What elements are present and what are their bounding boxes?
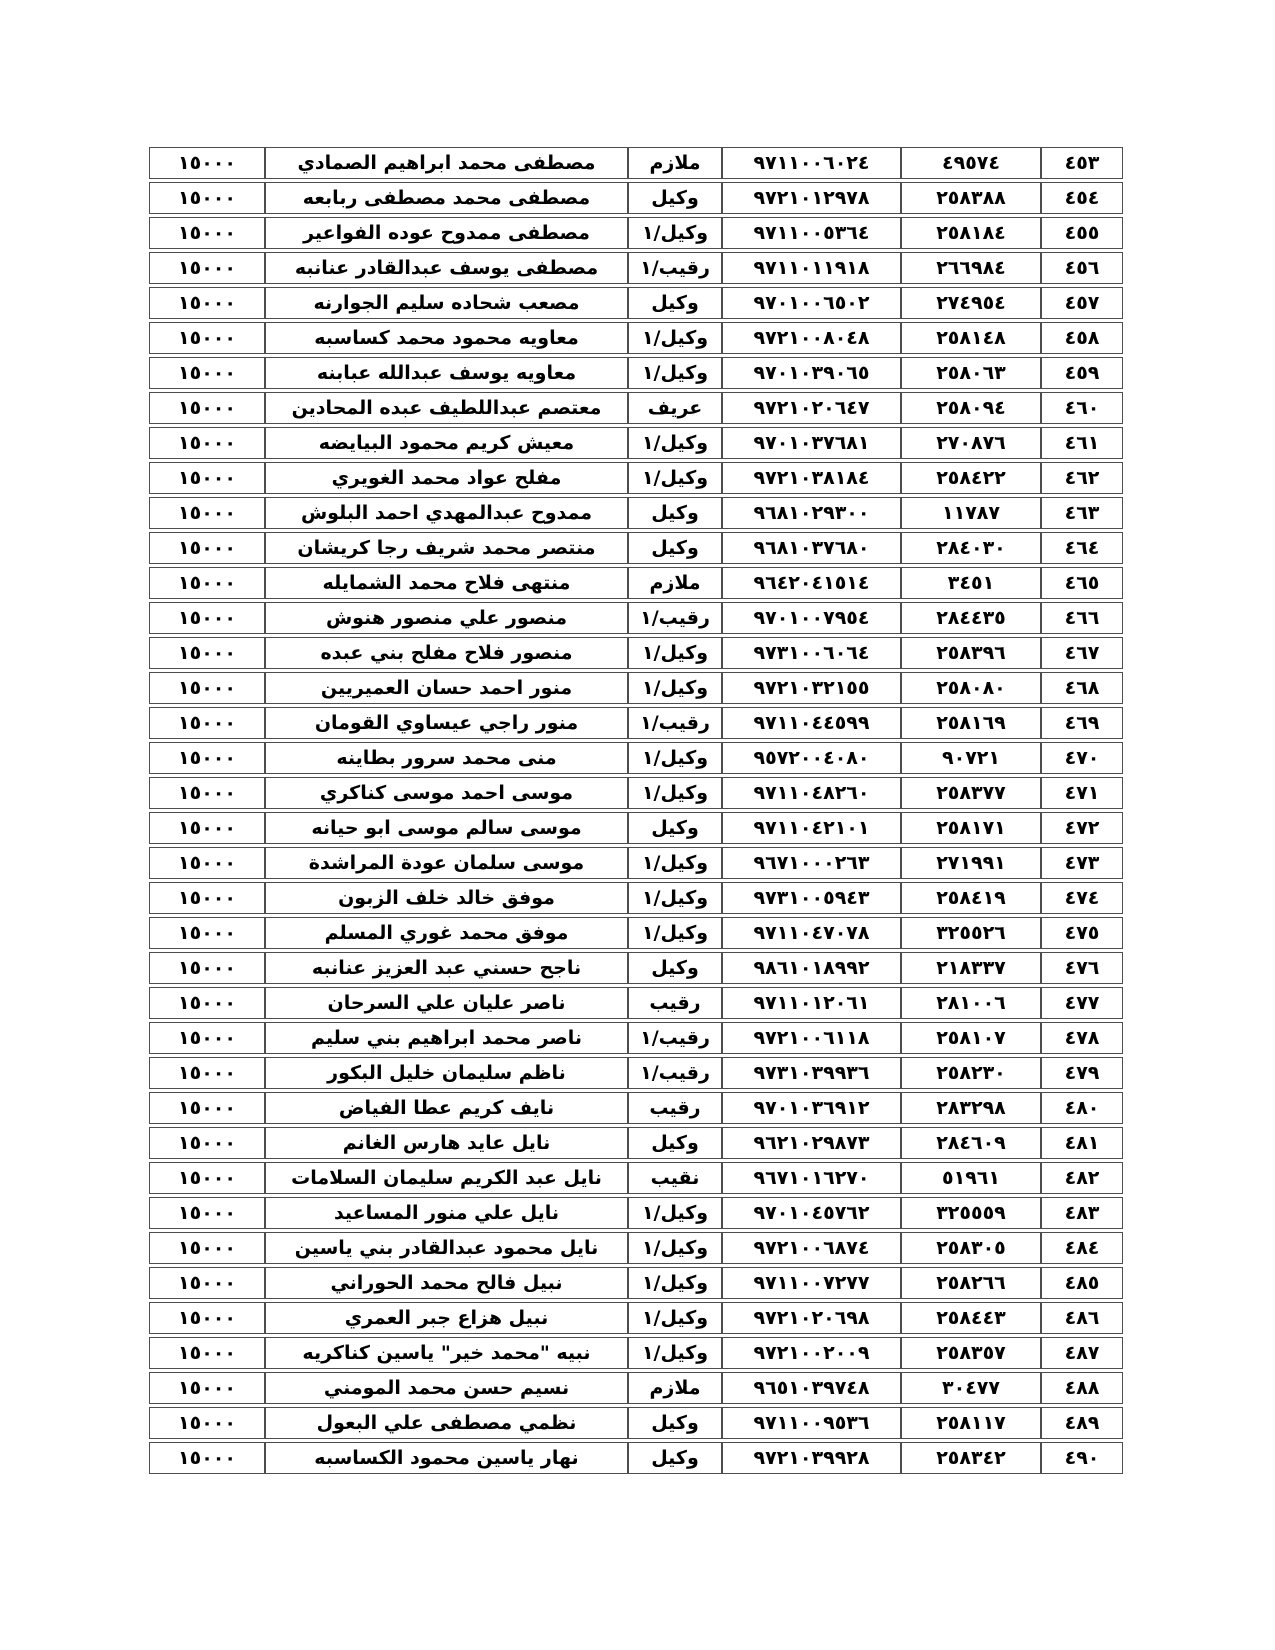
salary-cell: ١٥٠٠٠: [149, 357, 265, 389]
service-number-cell: ٣٢٥٥٢٦: [901, 917, 1041, 949]
service-number-cell: ٢٨٤٠٣٠: [901, 532, 1041, 564]
full-name-cell: معيش كريم محمود البيايضه: [265, 427, 628, 459]
rank-cell: وكيل/١: [628, 672, 722, 704]
salary-cell: ١٥٠٠٠: [149, 427, 265, 459]
table-row: [149, 672, 1123, 704]
national-number-cell: ٩٦٨١٠٢٩٣٠٠: [722, 497, 901, 529]
service-number-cell: ٢٨٣٢٩٨: [901, 1092, 1041, 1124]
salary-cell: ١٥٠٠٠: [149, 1302, 265, 1334]
national-number-cell: ٩٧١١٠٤٨٢٦٠: [722, 777, 901, 809]
rank-cell: وكيل/١: [628, 322, 722, 354]
service-number-cell: ٢٥٨٢٣٠: [901, 1057, 1041, 1089]
salary-cell: ١٥٠٠٠: [149, 917, 265, 949]
rank-cell: وكيل/١: [628, 637, 722, 669]
rank-cell: ملازم: [628, 1372, 722, 1404]
salary-cell: ١٥٠٠٠: [149, 742, 265, 774]
service-number-cell: ٢٧٤٩٥٤: [901, 287, 1041, 319]
table-row: [149, 252, 1123, 284]
serial-number-cell: ٤٨٥: [1041, 1267, 1123, 1299]
full-name-cell: مصعب شحاده سليم الجوارنه: [265, 287, 628, 319]
full-name-cell: ممدوح عبدالمهدي احمد البلوش: [265, 497, 628, 529]
rank-cell: وكيل: [628, 532, 722, 564]
national-number-cell: ٩٧٠١٠٣٦٩١٢: [722, 1092, 901, 1124]
salary-cell: ١٥٠٠٠: [149, 252, 265, 284]
national-number-cell: ٩٧٢١٠٣٢١٥٥: [722, 672, 901, 704]
table-row: [149, 742, 1123, 774]
salary-cell: ١٥٠٠٠: [149, 1127, 265, 1159]
national-number-cell: ٩٧١١٠٤٤٥٩٩: [722, 707, 901, 739]
national-number-cell: ٩٧٢١٠٠٨٠٤٨: [722, 322, 901, 354]
rank-cell: وكيل: [628, 182, 722, 214]
table-row: [149, 1302, 1123, 1334]
full-name-cell: نايف كريم عطا الفياض: [265, 1092, 628, 1124]
service-number-cell: ٢٥٨٣٩٦: [901, 637, 1041, 669]
national-number-cell: ٩٧٠١٠٣٩٠٦٥: [722, 357, 901, 389]
service-number-cell: ٢٨٤٦٠٩: [901, 1127, 1041, 1159]
serial-number-cell: ٤٥٦: [1041, 252, 1123, 284]
table-row: [149, 602, 1123, 634]
service-number-cell: ٩٠٧٢١: [901, 742, 1041, 774]
service-number-cell: ٣٤٥١: [901, 567, 1041, 599]
service-number-cell: ٢٥٨١٨٤: [901, 217, 1041, 249]
full-name-cell: ناظم سليمان خليل البكور: [265, 1057, 628, 1089]
rank-cell: وكيل/١: [628, 462, 722, 494]
full-name-cell: نايل علي منور المساعيد: [265, 1197, 628, 1229]
table-row: [149, 567, 1123, 599]
service-number-cell: ٣٢٥٥٥٩: [901, 1197, 1041, 1229]
salary-cell: ١٥٠٠٠: [149, 602, 265, 634]
rank-cell: وكيل/١: [628, 427, 722, 459]
table-row: [149, 1022, 1123, 1054]
national-number-cell: ٩٧٢١٠٠٦٨٧٤: [722, 1232, 901, 1264]
national-number-cell: ٩٧١١٠٠٦٠٢٤: [722, 147, 901, 179]
serial-number-cell: ٤٧٥: [1041, 917, 1123, 949]
serial-number-cell: ٤٨٢: [1041, 1162, 1123, 1194]
rank-cell: رقيب/١: [628, 252, 722, 284]
table-row: [149, 1057, 1123, 1089]
serial-number-cell: ٤٨٤: [1041, 1232, 1123, 1264]
table-row: [149, 497, 1123, 529]
rank-cell: وكيل: [628, 1442, 722, 1474]
serial-number-cell: ٤٥٨: [1041, 322, 1123, 354]
table-row: [149, 1337, 1123, 1369]
full-name-cell: موسى احمد موسى كناكري: [265, 777, 628, 809]
service-number-cell: ٢٨٤٤٣٥: [901, 602, 1041, 634]
roster-table-container: [155, 144, 1123, 1477]
serial-number-cell: ٤٦٢: [1041, 462, 1123, 494]
national-number-cell: ٩٥٧٢٠٠٤٠٨٠: [722, 742, 901, 774]
table-row: [149, 847, 1123, 879]
full-name-cell: معاويه يوسف عبدالله عبابنه: [265, 357, 628, 389]
rank-cell: رقيب/١: [628, 1022, 722, 1054]
salary-cell: ١٥٠٠٠: [149, 1337, 265, 1369]
table-row: [149, 1127, 1123, 1159]
full-name-cell: مصطفى محمد مصطفى ربابعه: [265, 182, 628, 214]
rank-cell: وكيل: [628, 1127, 722, 1159]
salary-cell: ١٥٠٠٠: [149, 182, 265, 214]
rank-cell: وكيل: [628, 1407, 722, 1439]
serial-number-cell: ٤٧٤: [1041, 882, 1123, 914]
service-number-cell: ٢٧١٩٩١: [901, 847, 1041, 879]
table-row: [149, 217, 1123, 249]
serial-number-cell: ٤٩٠: [1041, 1442, 1123, 1474]
national-number-cell: ٩٧١١٠٤٧٠٧٨: [722, 917, 901, 949]
serial-number-cell: ٤٨٧: [1041, 1337, 1123, 1369]
full-name-cell: نهار ياسين محمود الكساسبه: [265, 1442, 628, 1474]
rank-cell: رقيب/١: [628, 707, 722, 739]
service-number-cell: ٢٥٨٣٤٢: [901, 1442, 1041, 1474]
salary-cell: ١٥٠٠٠: [149, 1162, 265, 1194]
full-name-cell: منصور فلاح مفلح بني عبده: [265, 637, 628, 669]
serial-number-cell: ٤٥٤: [1041, 182, 1123, 214]
salary-cell: ١٥٠٠٠: [149, 952, 265, 984]
service-number-cell: ٢٧٠٨٧٦: [901, 427, 1041, 459]
salary-cell: ١٥٠٠٠: [149, 707, 265, 739]
salary-cell: ١٥٠٠٠: [149, 812, 265, 844]
rank-cell: وكيل: [628, 497, 722, 529]
table-row: [149, 1267, 1123, 1299]
table-row: [149, 427, 1123, 459]
serial-number-cell: ٤٧٦: [1041, 952, 1123, 984]
serial-number-cell: ٤٥٩: [1041, 357, 1123, 389]
rank-cell: وكيل/١: [628, 1267, 722, 1299]
service-number-cell: ٢١٨٣٣٧: [901, 952, 1041, 984]
rank-cell: وكيل: [628, 952, 722, 984]
full-name-cell: مصطفى ممدوح عوده الفواعير: [265, 217, 628, 249]
table-row: [149, 287, 1123, 319]
service-number-cell: ٢٥٨١١٧: [901, 1407, 1041, 1439]
serial-number-cell: ٤٧٠: [1041, 742, 1123, 774]
serial-number-cell: ٤٧٨: [1041, 1022, 1123, 1054]
rank-cell: رقيب/١: [628, 1057, 722, 1089]
table-row: [149, 1232, 1123, 1264]
national-number-cell: ٩٧٢١٠٠٢٠٠٩: [722, 1337, 901, 1369]
full-name-cell: نايل عبد الكريم سليمان السلامات: [265, 1162, 628, 1194]
salary-cell: ١٥٠٠٠: [149, 532, 265, 564]
full-name-cell: ناجح حسني عبد العزيز عنانبه: [265, 952, 628, 984]
salary-cell: ١٥٠٠٠: [149, 322, 265, 354]
personnel-roster-table: [149, 144, 1123, 1477]
full-name-cell: نبيه "محمد خير" ياسين كناكريه: [265, 1337, 628, 1369]
salary-cell: ١٥٠٠٠: [149, 1442, 265, 1474]
salary-cell: ١٥٠٠٠: [149, 847, 265, 879]
serial-number-cell: ٤٦٣: [1041, 497, 1123, 529]
full-name-cell: ناصر عليان علي السرحان: [265, 987, 628, 1019]
national-number-cell: ٩٧٣١٠٠٥٩٤٣: [722, 882, 901, 914]
service-number-cell: ٢٥٨٤٤٣: [901, 1302, 1041, 1334]
full-name-cell: موسى سالم موسى ابو حيانه: [265, 812, 628, 844]
salary-cell: ١٥٠٠٠: [149, 1057, 265, 1089]
table-row: [149, 532, 1123, 564]
rank-cell: وكيل/١: [628, 882, 722, 914]
rank-cell: وكيل/١: [628, 1302, 722, 1334]
national-number-cell: ٩٧١١٠١١٩١٨: [722, 252, 901, 284]
table-row: [149, 812, 1123, 844]
full-name-cell: نايل محمود عبدالقادر بني ياسين: [265, 1232, 628, 1264]
table-row: [149, 1162, 1123, 1194]
national-number-cell: ٩٧١١٠٠٩٥٣٦: [722, 1407, 901, 1439]
rank-cell: وكيل/١: [628, 1232, 722, 1264]
national-number-cell: ٩٧١١٠٤٢١٠١: [722, 812, 901, 844]
full-name-cell: ناصر محمد ابراهيم بني سليم: [265, 1022, 628, 1054]
national-number-cell: ٩٦٧١٠١٦٢٧٠: [722, 1162, 901, 1194]
national-number-cell: ٩٧٣١٠٣٩٩٣٦: [722, 1057, 901, 1089]
national-number-cell: ٩٧١١٠٠٥٣٦٤: [722, 217, 901, 249]
table-row: [149, 637, 1123, 669]
rank-cell: وكيل/١: [628, 777, 722, 809]
serial-number-cell: ٤٨٨: [1041, 1372, 1123, 1404]
salary-cell: ١٥٠٠٠: [149, 637, 265, 669]
table-row: [149, 917, 1123, 949]
national-number-cell: ٩٦٥١٠٣٩٧٤٨: [722, 1372, 901, 1404]
salary-cell: ١٥٠٠٠: [149, 217, 265, 249]
table-row: [149, 1092, 1123, 1124]
full-name-cell: مصطفى محمد ابراهيم الصمادي: [265, 147, 628, 179]
salary-cell: ١٥٠٠٠: [149, 1372, 265, 1404]
full-name-cell: نبيل فالح محمد الحوراني: [265, 1267, 628, 1299]
service-number-cell: ٢٥٨٣٨٨: [901, 182, 1041, 214]
serial-number-cell: ٤٧٢: [1041, 812, 1123, 844]
salary-cell: ١٥٠٠٠: [149, 392, 265, 424]
rank-cell: وكيل/١: [628, 217, 722, 249]
service-number-cell: ١١٧٨٧: [901, 497, 1041, 529]
salary-cell: ١٥٠٠٠: [149, 1022, 265, 1054]
full-name-cell: معاويه محمود محمد كساسبه: [265, 322, 628, 354]
table-row: [149, 462, 1123, 494]
table-row: [149, 1197, 1123, 1229]
service-number-cell: ٢٥٨٠٨٠: [901, 672, 1041, 704]
serial-number-cell: ٤٨١: [1041, 1127, 1123, 1159]
service-number-cell: ٢٦٦٩٨٤: [901, 252, 1041, 284]
full-name-cell: مصطفى يوسف عبدالقادر عنانبه: [265, 252, 628, 284]
serial-number-cell: ٤٨٣: [1041, 1197, 1123, 1229]
national-number-cell: ٩٧٣١٠٠٦٠٦٤: [722, 637, 901, 669]
rank-cell: وكيل: [628, 812, 722, 844]
rank-cell: وكيل: [628, 287, 722, 319]
full-name-cell: منصور علي منصور هنوش: [265, 602, 628, 634]
table-row: [149, 777, 1123, 809]
serial-number-cell: ٤٥٧: [1041, 287, 1123, 319]
service-number-cell: ٢٥٨٢٦٦: [901, 1267, 1041, 1299]
service-number-cell: ٢٨١٠٠٦: [901, 987, 1041, 1019]
serial-number-cell: ٤٨٩: [1041, 1407, 1123, 1439]
service-number-cell: ٢٥٨٣٥٧: [901, 1337, 1041, 1369]
national-number-cell: ٩٧٢١٠٢٠٦٩٨: [722, 1302, 901, 1334]
rank-cell: رقيب: [628, 987, 722, 1019]
full-name-cell: معتصم عبداللطيف عبده المحادين: [265, 392, 628, 424]
service-number-cell: ٢٥٨٤١٩: [901, 882, 1041, 914]
rank-cell: نقيب: [628, 1162, 722, 1194]
serial-number-cell: ٤٦٥: [1041, 567, 1123, 599]
rank-cell: وكيل/١: [628, 357, 722, 389]
salary-cell: ١٥٠٠٠: [149, 1267, 265, 1299]
serial-number-cell: ٤٦٨: [1041, 672, 1123, 704]
national-number-cell: ٩٧٢١٠٠٦١١٨: [722, 1022, 901, 1054]
national-number-cell: ٩٧٠١٠٠٧٩٥٤: [722, 602, 901, 634]
full-name-cell: نايل عايد هارس الغانم: [265, 1127, 628, 1159]
rank-cell: وكيل/١: [628, 1197, 722, 1229]
serial-number-cell: ٤٦٠: [1041, 392, 1123, 424]
table-row: [149, 182, 1123, 214]
service-number-cell: ٢٥٨١٧١: [901, 812, 1041, 844]
serial-number-cell: ٤٨٦: [1041, 1302, 1123, 1334]
full-name-cell: منى محمد سرور بطاينه: [265, 742, 628, 774]
table-row: [149, 882, 1123, 914]
rank-cell: وكيل/١: [628, 742, 722, 774]
full-name-cell: موفق محمد غوري المسلم: [265, 917, 628, 949]
table-row: [149, 322, 1123, 354]
table-row: [149, 952, 1123, 984]
serial-number-cell: ٤٧٧: [1041, 987, 1123, 1019]
rank-cell: عريف: [628, 392, 722, 424]
full-name-cell: نظمي مصطفى علي البعول: [265, 1407, 628, 1439]
table-row: [149, 1372, 1123, 1404]
full-name-cell: منتهى فلاح محمد الشمايله: [265, 567, 628, 599]
service-number-cell: ٢٥٨١٦٩: [901, 707, 1041, 739]
salary-cell: ١٥٠٠٠: [149, 147, 265, 179]
table-row: [149, 392, 1123, 424]
service-number-cell: ٢٥٨٣٧٧: [901, 777, 1041, 809]
salary-cell: ١٥٠٠٠: [149, 567, 265, 599]
national-number-cell: ٩٧٢١٠٢٠٦٤٧: [722, 392, 901, 424]
full-name-cell: موسى سلمان عودة المراشدة: [265, 847, 628, 879]
rank-cell: وكيل/١: [628, 917, 722, 949]
national-number-cell: ٩٧٢١٠٣٨١٨٤: [722, 462, 901, 494]
national-number-cell: ٩٦٨١٠٣٧٦٨٠: [722, 532, 901, 564]
full-name-cell: موفق خالد خلف الزبون: [265, 882, 628, 914]
rank-cell: رقيب/١: [628, 602, 722, 634]
full-name-cell: نسيم حسن محمد المومني: [265, 1372, 628, 1404]
serial-number-cell: ٤٧١: [1041, 777, 1123, 809]
full-name-cell: منور راجي عيساوي القومان: [265, 707, 628, 739]
salary-cell: ١٥٠٠٠: [149, 462, 265, 494]
table-body: [149, 147, 1123, 1474]
serial-number-cell: ٤٦٧: [1041, 637, 1123, 669]
table-row: [149, 987, 1123, 1019]
serial-number-cell: ٤٥٣: [1041, 147, 1123, 179]
full-name-cell: منتصر محمد شريف رجا كريشان: [265, 532, 628, 564]
full-name-cell: مفلح عواد محمد الغويري: [265, 462, 628, 494]
rank-cell: وكيل/١: [628, 847, 722, 879]
national-number-cell: ٩٧٠١٠٣٧٦٨١: [722, 427, 901, 459]
salary-cell: ١٥٠٠٠: [149, 1092, 265, 1124]
national-number-cell: ٩٧٠١٠٤٥٧٦٢: [722, 1197, 901, 1229]
national-number-cell: ٩٦٤٢٠٤١٥١٤: [722, 567, 901, 599]
rank-cell: وكيل/١: [628, 1337, 722, 1369]
serial-number-cell: ٤٦٤: [1041, 532, 1123, 564]
table-row: [149, 357, 1123, 389]
service-number-cell: ٢٥٨٤٢٢: [901, 462, 1041, 494]
serial-number-cell: ٤٧٣: [1041, 847, 1123, 879]
rank-cell: ملازم: [628, 567, 722, 599]
national-number-cell: ٩٨٦١٠١٨٩٩٢: [722, 952, 901, 984]
service-number-cell: ٣٠٤٧٧: [901, 1372, 1041, 1404]
national-number-cell: ٩٧١١٠١٢٠٦١: [722, 987, 901, 1019]
salary-cell: ١٥٠٠٠: [149, 497, 265, 529]
national-number-cell: ٩٦٧١٠٠٠٢٦٣: [722, 847, 901, 879]
salary-cell: ١٥٠٠٠: [149, 672, 265, 704]
serial-number-cell: ٤٨٠: [1041, 1092, 1123, 1124]
service-number-cell: ٢٥٨١٠٧: [901, 1022, 1041, 1054]
table-row: [149, 707, 1123, 739]
salary-cell: ١٥٠٠٠: [149, 882, 265, 914]
full-name-cell: نبيل هزاع جبر العمري: [265, 1302, 628, 1334]
salary-cell: ١٥٠٠٠: [149, 287, 265, 319]
salary-cell: ١٥٠٠٠: [149, 1407, 265, 1439]
service-number-cell: ٤٩٥٧٤: [901, 147, 1041, 179]
service-number-cell: ٢٥٨٠٩٤: [901, 392, 1041, 424]
salary-cell: ١٥٠٠٠: [149, 1232, 265, 1264]
national-number-cell: ٩٧١١٠٠٧٢٧٧: [722, 1267, 901, 1299]
rank-cell: رقيب: [628, 1092, 722, 1124]
service-number-cell: ٥١٩٦١: [901, 1162, 1041, 1194]
service-number-cell: ٢٥٨٠٦٣: [901, 357, 1041, 389]
salary-cell: ١٥٠٠٠: [149, 987, 265, 1019]
service-number-cell: ٢٥٨٣٠٥: [901, 1232, 1041, 1264]
serial-number-cell: ٤٦١: [1041, 427, 1123, 459]
table-row: [149, 1407, 1123, 1439]
table-row: [149, 1442, 1123, 1474]
national-number-cell: ٩٧٠١٠٠٦٥٠٢: [722, 287, 901, 319]
serial-number-cell: ٤٦٦: [1041, 602, 1123, 634]
rank-cell: ملازم: [628, 147, 722, 179]
national-number-cell: ٩٦٢١٠٢٩٨٧٣: [722, 1127, 901, 1159]
national-number-cell: ٩٧٢١٠١٢٩٧٨: [722, 182, 901, 214]
table-row: [149, 147, 1123, 179]
salary-cell: ١٥٠٠٠: [149, 777, 265, 809]
service-number-cell: ٢٥٨١٤٨: [901, 322, 1041, 354]
national-number-cell: ٩٧٢١٠٣٩٩٢٨: [722, 1442, 901, 1474]
full-name-cell: منور احمد حسان العميريين: [265, 672, 628, 704]
salary-cell: ١٥٠٠٠: [149, 1197, 265, 1229]
serial-number-cell: ٤٧٩: [1041, 1057, 1123, 1089]
serial-number-cell: ٤٥٥: [1041, 217, 1123, 249]
serial-number-cell: ٤٦٩: [1041, 707, 1123, 739]
